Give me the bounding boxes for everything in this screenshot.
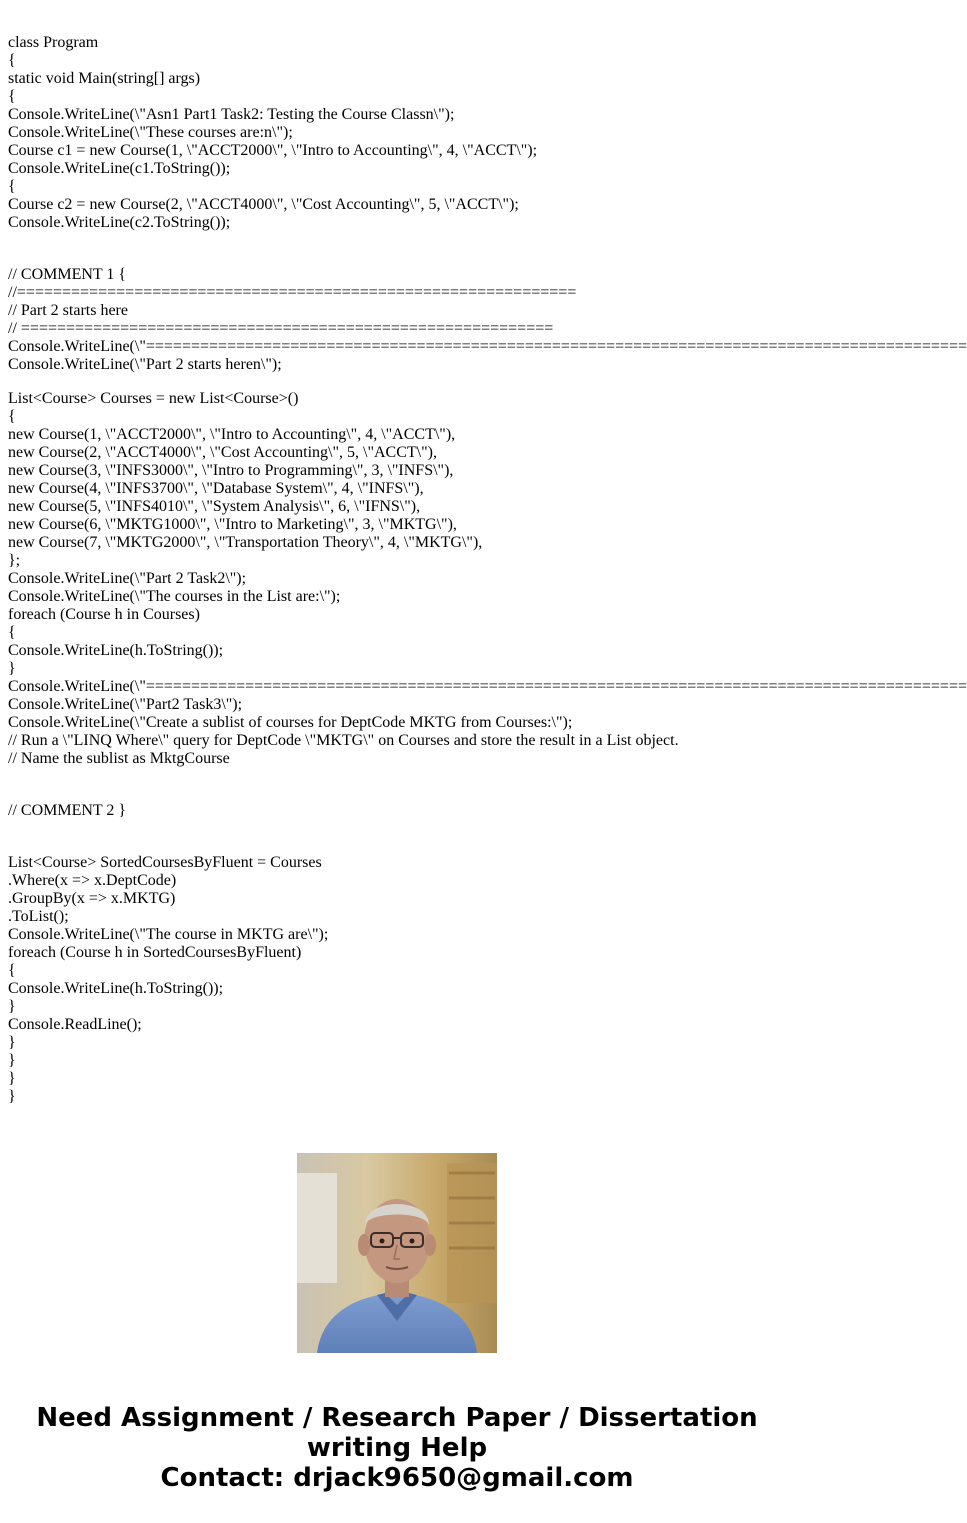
banner-contact-email: Contact: drjack9650@gmail.com (160, 1463, 634, 1493)
code-line: // =========================================================== (8, 320, 554, 337)
code-line: new Course(5, \"INFS4010\", \"System Analysis\", 6, \"IFNS\"), (8, 498, 421, 515)
code-line: } (8, 1088, 16, 1105)
code-line: // COMMENT 1 { (8, 266, 127, 283)
code-listing (8, 34, 967, 1106)
code-line: //============================================================== (8, 284, 577, 301)
code-line: } (8, 1052, 16, 1069)
banner-line-2: writing Help (306, 1433, 488, 1463)
code-line: List<Course> Courses = new List<Course>() (8, 390, 299, 407)
code-line: { (8, 88, 16, 105)
code-line: foreach (Course h in SortedCoursesByFluent) (8, 944, 302, 961)
code-line: }; (8, 552, 21, 569)
code-line: class Program (8, 34, 99, 51)
code-line: // Run a \"LINQ Where\" query for DeptCode \"MKTG\" on Courses and store the result in a List object. (8, 732, 679, 749)
code-line: Console.WriteLine(h.ToString()); (8, 642, 224, 659)
code-line: } (8, 1034, 16, 1051)
code-line: List<Course> SortedCoursesByFluent = Courses (8, 854, 322, 871)
code-block-comment-2 (8, 802, 794, 820)
code-line: } (8, 660, 16, 677)
code-line: // COMMENT 2 } (8, 802, 127, 819)
code-block-linq-query (8, 854, 794, 1106)
code-line: new Course(1, \"ACCT2000\", \"Intro to Accounting\", 4, \"ACCT\"), (8, 426, 456, 443)
banner-line-1: Need Assignment / Research Paper / Dissertation (36, 1403, 758, 1433)
code-line: new Course(2, \"ACCT4000\", \"Cost Accounting\", 5, \"ACCT\"), (8, 444, 437, 461)
code-line: foreach (Course h in Courses) (8, 606, 200, 623)
code-line: Console.WriteLine(c1.ToString()); (8, 160, 231, 177)
code-line: Console.WriteLine(\"Create a sublist of courses for DeptCode MKTG from Courses:\"); (8, 714, 573, 731)
code-line: Console.WriteLine(\"These courses are:n\"); (8, 124, 293, 141)
code-line: Console.WriteLine(\"The courses in the List are:\"); (8, 588, 341, 605)
code-line: .Where(x => x.DeptCode) (8, 872, 177, 889)
code-block-comment-1 (8, 266, 967, 374)
code-line: Console.WriteLine(\"=========================================================================================== (8, 338, 967, 355)
contact-banner (0, 1403, 794, 1493)
code-line: } (8, 998, 16, 1015)
code-line: Course c1 = new Course(1, \"ACCT2000\", \"Intro to Accounting\", 4, \"ACCT\"); (8, 142, 538, 159)
blank-gap (8, 768, 794, 802)
code-line: Console.WriteLine(\"Part2 Task3\"); (8, 696, 243, 713)
code-line: Console.WriteLine(\"Part 2 starts heren\"); (8, 356, 282, 373)
code-line: Console.WriteLine(\"=========================================================================================== (8, 678, 967, 695)
code-line: Console.WriteLine(c2.ToString()); (8, 214, 231, 231)
code-block-course-list (8, 390, 967, 768)
code-block-main-start (8, 34, 794, 232)
blank-gap (8, 232, 794, 266)
code-line: Console.WriteLine(\"Part 2 Task2\"); (8, 570, 247, 587)
code-line: new Course(4, \"INFS3700\", \"Database System\", 4, \"INFS\"), (8, 480, 424, 497)
code-line: { (8, 408, 16, 425)
code-line: { (8, 178, 16, 195)
blank-gap (8, 820, 794, 854)
code-line: new Course(3, \"INFS3000\", \"Intro to Programming\", 3, \"INFS\"), (8, 462, 454, 479)
code-line: { (8, 962, 16, 979)
code-line: Console.WriteLine(\"The course in MKTG are\"); (8, 926, 329, 943)
code-line: Console.ReadLine(); (8, 1016, 142, 1033)
code-line: Console.WriteLine(h.ToString()); (8, 980, 224, 997)
code-line: // Name the sublist as MktgCourse (8, 750, 230, 767)
code-line: new Course(7, \"MKTG2000\", \"Transportation Theory\", 4, \"MKTG\"), (8, 534, 483, 551)
code-line: } (8, 1070, 16, 1087)
code-line: static void Main(string[] args) (8, 70, 201, 87)
code-line: .ToList(); (8, 908, 69, 925)
person-portrait-icon (297, 1153, 497, 1353)
code-line: Console.WriteLine(\"Asn1 Part1 Task2: Testing the Course Classn\"); (8, 106, 455, 123)
code-line: { (8, 624, 16, 641)
code-line: .GroupBy(x => x.MKTG) (8, 890, 176, 907)
code-line: new Course(6, \"MKTG1000\", \"Intro to Marketing\", 3, \"MKTG\"), (8, 516, 457, 533)
code-line: // Part 2 starts here (8, 302, 128, 319)
code-line: Course c2 = new Course(2, \"ACCT4000\", \"Cost Accounting\", 5, \"ACCT\"); (8, 196, 519, 213)
code-line: { (8, 52, 16, 69)
avatar (297, 1153, 497, 1353)
blank-gap (8, 374, 794, 390)
